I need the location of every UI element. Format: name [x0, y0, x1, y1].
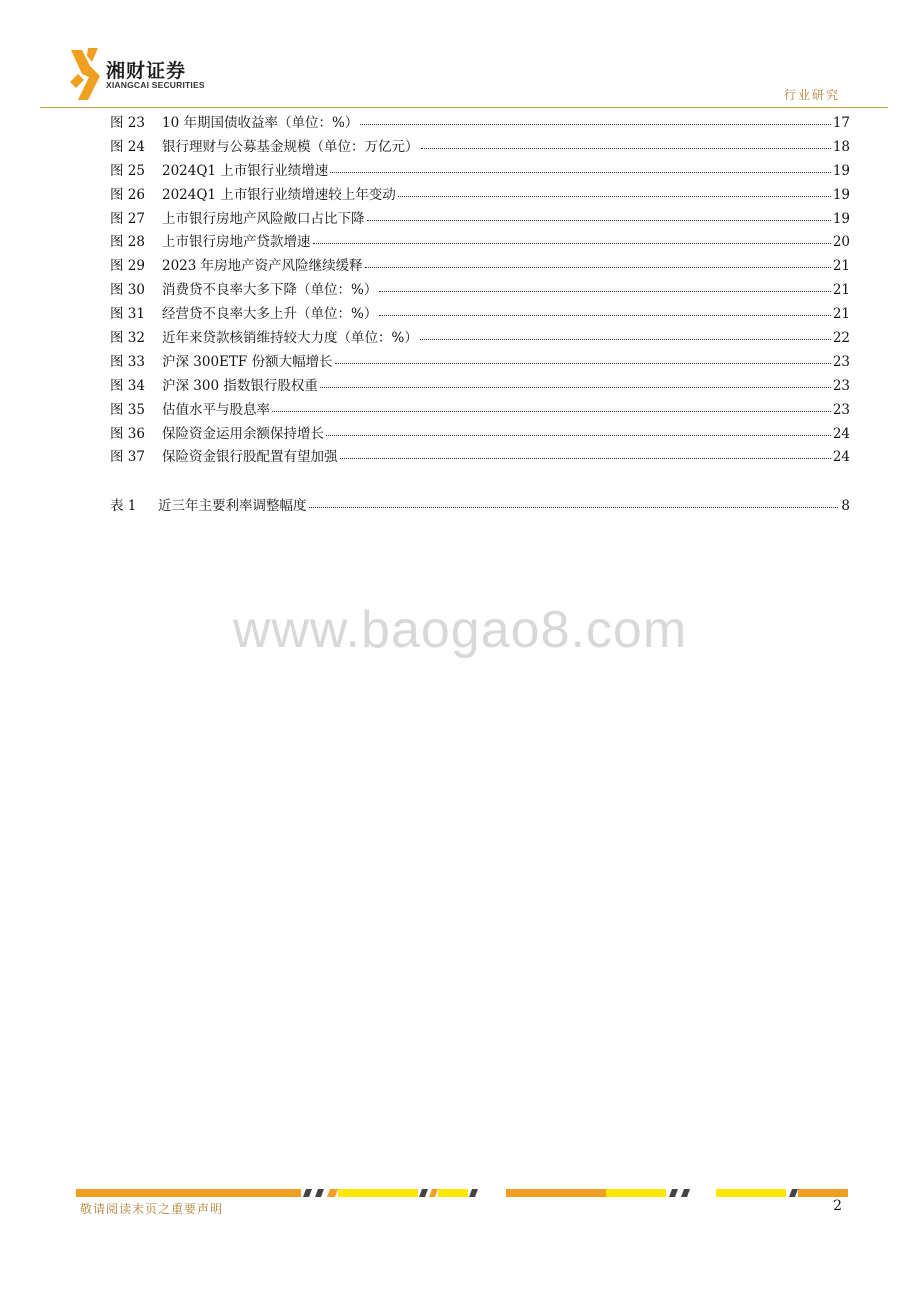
entry-page-number: 23 — [832, 377, 850, 394]
dot-leader — [309, 496, 839, 510]
figure-index-row[interactable] — [110, 327, 850, 351]
entry-page-number: 19 — [832, 186, 850, 203]
xiangcai-logo-icon — [68, 46, 102, 102]
page-number: 2 — [833, 1198, 842, 1214]
dot-leader — [398, 185, 831, 199]
entry-label: 图 32 — [110, 330, 145, 347]
entry-title: 上市银行房地产贷款增速 — [162, 234, 311, 251]
figure-index-row[interactable] — [110, 208, 850, 232]
entry-title: 2023 年房地产资产风险继续缓释 — [162, 258, 363, 275]
entry-label: 图 33 — [110, 353, 145, 370]
entry-label: 表 1 — [110, 498, 137, 514]
entry-page-number: 17 — [832, 115, 850, 131]
figure-index-row[interactable] — [110, 399, 850, 423]
figure-index-row[interactable] — [110, 423, 850, 447]
dot-leader — [367, 209, 831, 223]
dot-leader — [340, 447, 831, 461]
entry-page-number: 24 — [832, 449, 850, 466]
entry-label: 图 36 — [110, 425, 145, 442]
entry-title: 沪深 300 指数银行股权重 — [162, 377, 318, 394]
entry-label: 图 35 — [110, 401, 145, 418]
logo-name-en: XIANGCAI SECURITIES — [106, 80, 205, 90]
entry-title: 消费贷不良率大多下降（单位：%） — [162, 282, 378, 299]
table-index-row[interactable] — [110, 495, 850, 519]
entry-title: 沪深 300ETF 份额大幅增长 — [162, 353, 333, 370]
entry-label: 图 29 — [110, 258, 145, 275]
dot-leader — [272, 400, 831, 414]
entry-page-number: 23 — [832, 353, 850, 370]
entry-title: 2024Q1 上市银行业绩增速较上年变动 — [162, 186, 396, 203]
entry-title: 近年来贷款核销维持较大力度（单位：%） — [162, 330, 418, 347]
figure-index-row[interactable] — [110, 160, 850, 184]
figure-index-row[interactable] — [110, 303, 850, 327]
figure-index-row[interactable] — [110, 446, 850, 470]
entry-page-number: 22 — [832, 330, 850, 347]
entry-label: 图 37 — [110, 449, 145, 466]
dot-leader — [421, 137, 831, 151]
entry-label: 图 26 — [110, 186, 145, 203]
entry-label: 图 27 — [110, 210, 145, 227]
entry-page-number: 18 — [832, 138, 850, 155]
figure-index-row[interactable] — [110, 375, 850, 399]
entry-label: 图 30 — [110, 282, 145, 299]
entry-page-number: 21 — [832, 282, 850, 299]
entry-title: 银行理财与公募基金规模（单位：万亿元） — [162, 138, 419, 155]
entry-page-number: 21 — [832, 306, 850, 323]
figure-index-row[interactable] — [110, 112, 850, 136]
entry-label: 图 24 — [110, 138, 145, 155]
dot-leader — [360, 113, 831, 127]
entry-label: 图 23 — [110, 115, 145, 131]
logo-name-cn: 湘财证券 — [106, 60, 187, 82]
entry-title: 保险资金运用余额保持增长 — [162, 425, 324, 442]
entry-label: 图 34 — [110, 377, 145, 394]
figure-index-row[interactable] — [110, 351, 850, 375]
entry-page-number: 20 — [832, 234, 850, 251]
entry-title: 上市银行房地产风险敞口占比下降 — [162, 210, 365, 227]
entry-title: 2024Q1 上市银行业绩增速 — [162, 162, 329, 179]
header-section-label: 行业研究 — [783, 88, 840, 102]
header-divider — [40, 107, 888, 108]
figure-index-row[interactable] — [110, 136, 850, 160]
entry-title: 估值水平与股息率 — [162, 401, 270, 418]
dot-leader — [379, 280, 830, 294]
entry-title: 10 年期国债收益率（单位：%） — [162, 115, 359, 131]
entry-label: 图 28 — [110, 234, 145, 251]
entry-page-number: 24 — [832, 425, 850, 442]
company-logo — [68, 46, 205, 104]
entry-title: 保险资金银行股配置有望加强 — [162, 449, 338, 466]
dot-leader — [330, 161, 831, 175]
figure-index-row[interactable] — [110, 279, 850, 303]
entry-label: 图 31 — [110, 306, 145, 323]
dot-leader — [335, 352, 831, 366]
figure-index-list — [110, 112, 850, 470]
entry-title: 近三年主要利率调整幅度 — [158, 498, 307, 514]
dot-leader — [379, 304, 830, 318]
entry-title: 经营贷不良率大多上升（单位：%） — [162, 306, 378, 323]
entry-page-number: 21 — [832, 258, 850, 275]
entry-page-number: 8 — [841, 498, 850, 514]
entry-page-number: 19 — [832, 162, 850, 179]
entry-page-number: 19 — [832, 210, 850, 227]
footer-disclaimer-note: 敬请阅读末页之重要声明 — [80, 1202, 224, 1216]
footer-stripe-bar — [76, 1189, 848, 1197]
dot-leader — [420, 328, 831, 342]
figure-index-row[interactable] — [110, 255, 850, 279]
watermark: www.baogao8.com — [232, 601, 688, 659]
dot-leader — [365, 256, 831, 270]
entry-label: 图 25 — [110, 162, 145, 179]
dot-leader — [326, 424, 831, 438]
dot-leader — [313, 232, 831, 246]
figure-index-row[interactable] — [110, 184, 850, 208]
entry-page-number: 23 — [832, 401, 850, 418]
table-index-list — [110, 495, 850, 519]
figure-index-row[interactable] — [110, 231, 850, 255]
dot-leader — [320, 376, 831, 390]
